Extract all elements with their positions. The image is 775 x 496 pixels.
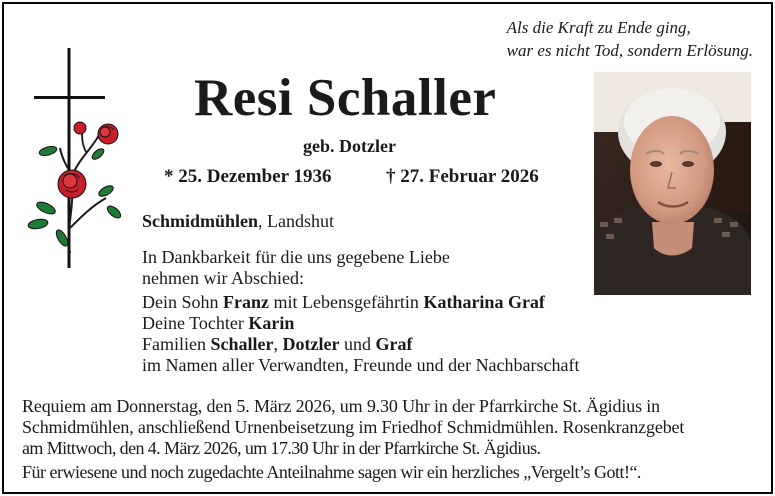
requiem-line-1: Requiem am Donnerstag, den 5. März 2026, um 9.30 Uhr in der Pfarrkirche St. Ägidius in <box>22 396 660 416</box>
farewell-intro <box>142 247 450 289</box>
mourner-daughter <box>142 313 580 334</box>
intro-line-1: In Dankbarkeit für die uns gegebene Liebe <box>142 247 450 267</box>
family-sep: , <box>273 334 283 354</box>
intro-line-2: nehmen wir Abschied: <box>142 268 304 288</box>
son-mid: mit Lebensgefährtin <box>268 292 424 312</box>
mourner-son <box>142 292 580 313</box>
partner-name: Katharina Graf <box>423 292 545 312</box>
cross-with-roses-icon <box>26 48 131 270</box>
quote <box>507 16 753 62</box>
family-2: Dotzler <box>282 334 340 354</box>
requiem-info <box>22 396 684 459</box>
thanks-line: Für erwiesene und noch zugedachte Anteilnahme sagen wir ein herzliches „Vergelt’s Gott!“. <box>22 462 641 482</box>
maiden-name: geb. Dotzler <box>303 136 396 156</box>
son-name: Franz <box>223 292 269 312</box>
son-prefix: Dein Sohn <box>142 292 223 312</box>
family-and: und <box>339 334 376 354</box>
quote-line-2: war es nicht Tod, sondern Erlösung. <box>506 41 753 60</box>
birth-date: * 25. Dezember 1936 <box>164 166 332 187</box>
requiem-line-3: am Mittwoch, den 4. März 2026, um 17.30 Uhr in der Pfarrkirche St. Ägidius. <box>22 438 541 458</box>
place-main: Schmidmühlen <box>142 211 259 231</box>
mourner-families <box>142 334 580 355</box>
daughter-name: Karin <box>248 313 295 333</box>
family-1: Schaller <box>210 334 274 354</box>
mourner-relatives: im Namen aller Verwandten, Freunde und der Nachbarschaft <box>142 355 580 375</box>
family-3: Graf <box>375 334 413 354</box>
families-prefix: Familien <box>142 334 211 354</box>
daughter-prefix: Deine Tochter <box>142 313 249 333</box>
quote-line-1: Als die Kraft zu Ende ging, <box>506 18 691 37</box>
place-of-residence <box>142 211 334 232</box>
mourners-list <box>142 292 580 376</box>
portrait-photo <box>594 72 751 295</box>
deceased-name: Resi Schaller <box>194 69 497 127</box>
requiem-line-2: Schmidmühlen, anschließend Urnenbeisetzung im Friedhof Schmidmühlen. Rosenkranzgebet <box>22 417 685 437</box>
place-rest: , Landshut <box>258 211 335 231</box>
death-date: † 27. Februar 2026 <box>386 166 539 187</box>
